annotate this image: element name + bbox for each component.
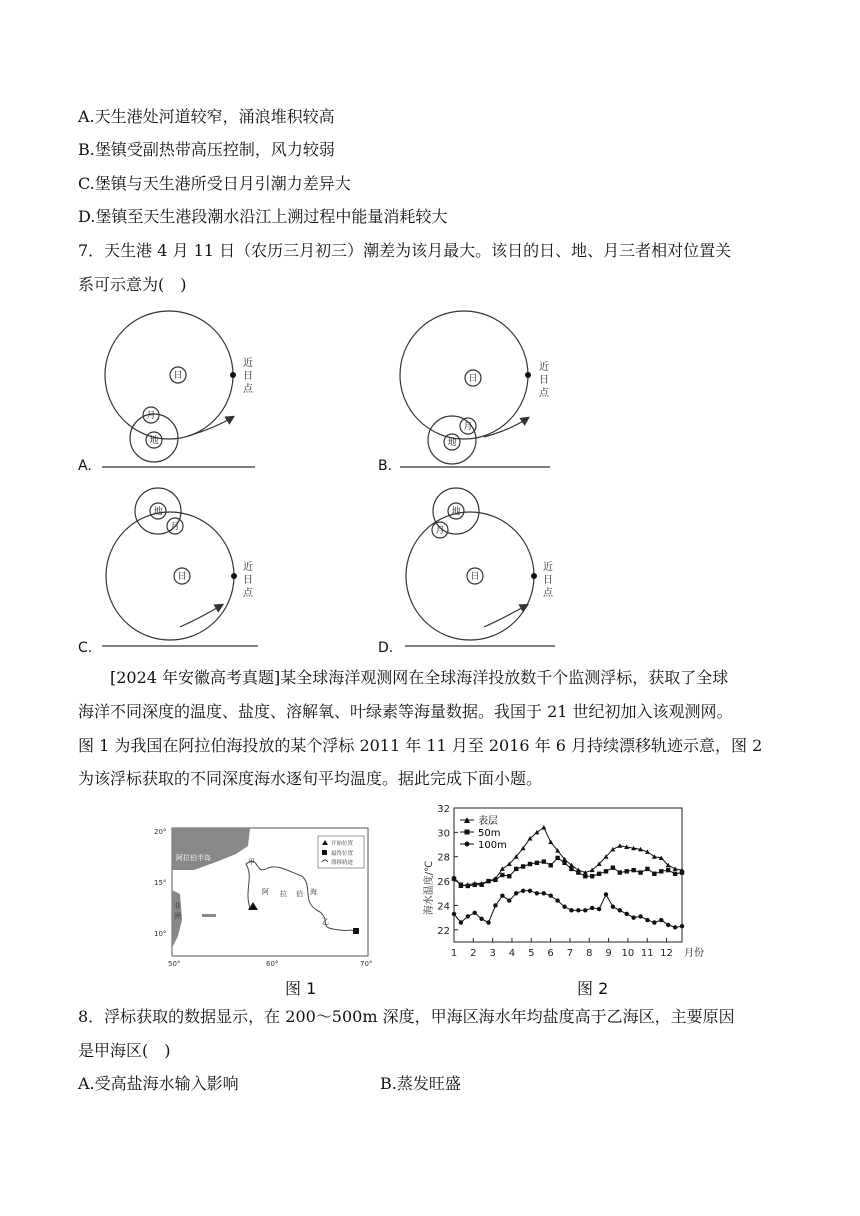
perihelion-label-b1: 近 (539, 362, 549, 373)
data-point-表层 (673, 866, 678, 871)
x-tick-label: 9 (605, 948, 612, 959)
y-tick-label: 32 (437, 804, 450, 815)
data-point-100m (486, 920, 490, 924)
passage-line-4: 为该浮标获取的不同深度海水逐旬平均温度。据此完成下面小题。 (78, 769, 543, 788)
q8-option-b: B.蒸发旺盛 (380, 1074, 461, 1093)
data-point-50m (652, 872, 656, 876)
data-point-50m (604, 869, 608, 873)
x-tick-label: 7 (566, 948, 574, 959)
x-tick-label: 8 (586, 948, 593, 959)
data-point-100m (569, 908, 573, 912)
earth-label-d: 地 (451, 507, 461, 517)
data-point-50m (659, 869, 663, 873)
x-tick-label: 4 (508, 948, 516, 959)
socotra-island (202, 914, 216, 917)
y-tick-label: 26 (437, 877, 450, 889)
x-tick-label: 10 (621, 948, 635, 959)
lon-tick-70: 70° (360, 960, 373, 968)
data-point-50m (673, 872, 677, 876)
perihelion-label-c3: 点 (243, 588, 253, 599)
sun-label-a: 日 (173, 371, 183, 381)
lon-tick-50: 50° (168, 960, 181, 968)
data-point-100m (611, 904, 615, 908)
perihelion-dot-b (525, 372, 531, 378)
sea-label-4: 海 (310, 888, 317, 896)
y-tick-label: 30 (437, 828, 450, 840)
map-legend (318, 836, 364, 868)
data-point-表层 (617, 843, 622, 848)
y-tick-label: 24 (437, 901, 450, 913)
data-point-50m (514, 867, 518, 871)
data-point-50m (631, 868, 635, 872)
data-point-100m (549, 894, 553, 898)
moon-label-b: 月 (463, 422, 473, 432)
y-tick-label: 28 (437, 852, 450, 864)
data-point-100m (473, 911, 477, 915)
lat-tick-15: 15° (154, 879, 167, 887)
earth-label-c: 地 (153, 507, 163, 517)
figure1-map (150, 824, 380, 970)
legend-100m: 100m (478, 840, 507, 851)
q8-option-a: A.受高盐海水输入影响 (78, 1074, 239, 1093)
data-point-100m (590, 906, 594, 910)
perihelion-label-d2: 日 (543, 575, 553, 586)
sea-label-2: 拉 (280, 890, 287, 898)
data-point-50m (576, 870, 580, 874)
q8-line-2: 是甲海区( ) (78, 1041, 171, 1060)
data-point-100m (535, 891, 539, 895)
data-point-100m (562, 904, 566, 908)
data-point-100m (521, 889, 525, 893)
q8-line-1: 8．浮标获取的数据显示，在 200～500m 深度，甲海区海水年均盐度高于乙海区，主要原因 (78, 1007, 735, 1026)
sun-label-c: 日 (177, 572, 187, 582)
moon-label-a: 月 (146, 411, 156, 421)
data-point-100m (625, 912, 629, 916)
legend-start: 开始位置 (331, 841, 354, 847)
perihelion-dot-c (231, 573, 237, 579)
chart-xlabel: 月份 (684, 948, 704, 959)
data-point-100m (583, 908, 587, 912)
data-point-50m (452, 876, 456, 880)
perihelion-label-c2: 日 (243, 575, 253, 586)
data-point-100m (659, 918, 663, 922)
q6-option-c: C.堡镇与天生港所受日月引潮力差异大 (78, 174, 351, 193)
data-point-100m (666, 923, 670, 927)
yi-label: 乙 (322, 918, 329, 926)
chart-ylabel: 海水温度/℃ (424, 860, 435, 916)
data-point-表层 (541, 825, 546, 830)
perihelion-label-a2: 日 (243, 371, 253, 382)
q7-line-1: 7．天生港 4 月 11 日（农历三月初三）潮差为该月最大。该日的日、地、月三者相对位置关 (78, 241, 732, 260)
sea-label-1: 阿 (262, 888, 269, 896)
x-tick-label: 1 (450, 948, 458, 959)
orbit-diagrams (70, 300, 590, 660)
horn-label-1: 非 (174, 902, 181, 910)
data-point-100m (618, 908, 622, 912)
moon-label-d: 月 (435, 526, 445, 536)
earth-label-a: 地 (149, 436, 159, 446)
data-point-50m (507, 874, 511, 878)
data-point-50m (535, 861, 539, 865)
x-tick-label: 3 (489, 948, 496, 959)
data-point-100m (479, 917, 483, 921)
data-point-100m (631, 915, 635, 919)
data-point-50m (459, 883, 463, 887)
perihelion-label-a3: 点 (243, 384, 253, 395)
y-tick-label: 22 (437, 925, 450, 937)
data-point-50m (521, 864, 525, 868)
data-point-表层 (548, 840, 553, 845)
option-label-d: D. (378, 640, 394, 656)
end-position-marker (353, 928, 359, 934)
legend-end: 最终位置 (331, 851, 354, 857)
perihelion-label-d1: 近 (543, 562, 553, 573)
option-label-a: A. (78, 458, 92, 474)
option-label-b: B. (378, 458, 393, 474)
sea-label-3: 伯 (296, 890, 303, 898)
data-point-50m (680, 870, 684, 874)
data-point-50m (528, 862, 532, 866)
data-point-50m (549, 863, 553, 867)
data-point-50m (473, 883, 477, 887)
data-point-100m (542, 891, 546, 895)
data-point-100m (514, 891, 518, 895)
data-point-100m (645, 918, 649, 922)
moon-label-c: 月 (170, 522, 180, 532)
peninsula-label: 阿拉伯半岛 (176, 854, 211, 862)
data-point-50m (562, 861, 566, 865)
data-point-100m (493, 903, 497, 907)
horn-label-2: 洲 (174, 912, 181, 920)
x-tick-label: 6 (547, 948, 554, 959)
data-point-50m (479, 883, 483, 887)
perihelion-dot-a (230, 372, 236, 378)
data-point-50m (590, 874, 594, 878)
direction-arrow-c (180, 605, 222, 627)
data-point-50m (542, 859, 546, 863)
perihelion-label-b3: 点 (539, 388, 549, 399)
data-point-100m (507, 898, 511, 902)
sun-label-d: 日 (470, 572, 480, 582)
option-label-c: C. (78, 640, 93, 656)
data-point-表层 (610, 847, 615, 852)
data-point-50m (611, 865, 615, 869)
q6-option-b: B.堡镇受副热带高压控制，风力较弱 (78, 140, 335, 159)
x-tick-label: 11 (640, 948, 654, 959)
perihelion-label-d3: 点 (543, 588, 553, 599)
q6-option-d: D.堡镇至天生港段潮水沿江上溯过程中能量消耗较大 (78, 207, 448, 226)
data-point-50m (486, 879, 490, 883)
sun-label-b: 日 (468, 374, 478, 384)
data-point-50m (583, 874, 587, 878)
data-point-50m (597, 872, 601, 876)
legend-track: 漂移轨迹 (331, 860, 354, 866)
lat-tick-20: 20° (154, 828, 167, 836)
earth-label-b: 地 (447, 438, 457, 448)
data-point-100m (638, 914, 642, 918)
data-point-50m (638, 870, 642, 874)
chart-legend (460, 814, 507, 851)
data-point-100m (604, 892, 608, 896)
figure2-chart (420, 800, 710, 972)
legend-50m: 50m (478, 828, 501, 839)
data-point-50m (618, 870, 622, 874)
data-point-100m (459, 920, 463, 924)
data-point-100m (500, 894, 504, 898)
data-point-100m (576, 908, 580, 912)
q7-line-2: 系可示意为( ) (78, 275, 187, 294)
data-point-50m (666, 868, 670, 872)
data-point-50m (645, 867, 649, 871)
q6-option-a: A.天生港处河道较窄，涌浪堆积较高 (78, 107, 335, 126)
passage-line-3: 图 1 为我国在阿拉伯海投放的某个浮标 2011 年 11 月至 2016 年 6 月持续漂移轨迹示意，图 2 (78, 736, 763, 755)
data-point-100m (652, 920, 656, 924)
data-point-50m (625, 869, 629, 873)
legend-surface: 表层 (478, 816, 498, 827)
figure1-caption: 图 1 (285, 979, 317, 998)
x-tick-label: 2 (470, 948, 477, 959)
data-point-100m (680, 924, 684, 928)
figure2-caption: 图 2 (577, 979, 609, 998)
data-point-50m (569, 867, 573, 871)
data-point-50m (500, 873, 504, 877)
x-tick-label: 5 (528, 948, 535, 959)
x-tick-label: 12 (660, 948, 673, 959)
passage-line-2: 海洋不同深度的温度、盐度、溶解氧、叶绿素等海量数据。我国于 21 世纪初加入该观测网。 (78, 702, 733, 721)
data-point-100m (673, 925, 677, 929)
passage-line-1: [2024 年安徽高考真题]某全球海洋观测网在全球海洋投放数千个监测浮标，获取了全球 (110, 668, 729, 687)
direction-arrow-b (484, 418, 528, 437)
perihelion-label-b2: 日 (539, 375, 549, 386)
data-point-50m (493, 878, 497, 882)
data-point-100m (466, 914, 470, 918)
lat-tick-10: 10° (154, 930, 167, 938)
data-point-100m (452, 912, 456, 916)
data-point-100m (597, 907, 601, 911)
data-point-100m (555, 898, 559, 902)
data-point-100m (528, 889, 532, 893)
jia-label: 甲 (248, 858, 255, 866)
perihelion-dot-d (531, 573, 537, 579)
data-point-50m (555, 856, 559, 860)
lon-tick-60: 60° (266, 960, 279, 968)
perihelion-label-c1: 近 (243, 562, 253, 573)
perihelion-label-a1: 近 (243, 358, 253, 369)
data-point-50m (466, 884, 470, 888)
